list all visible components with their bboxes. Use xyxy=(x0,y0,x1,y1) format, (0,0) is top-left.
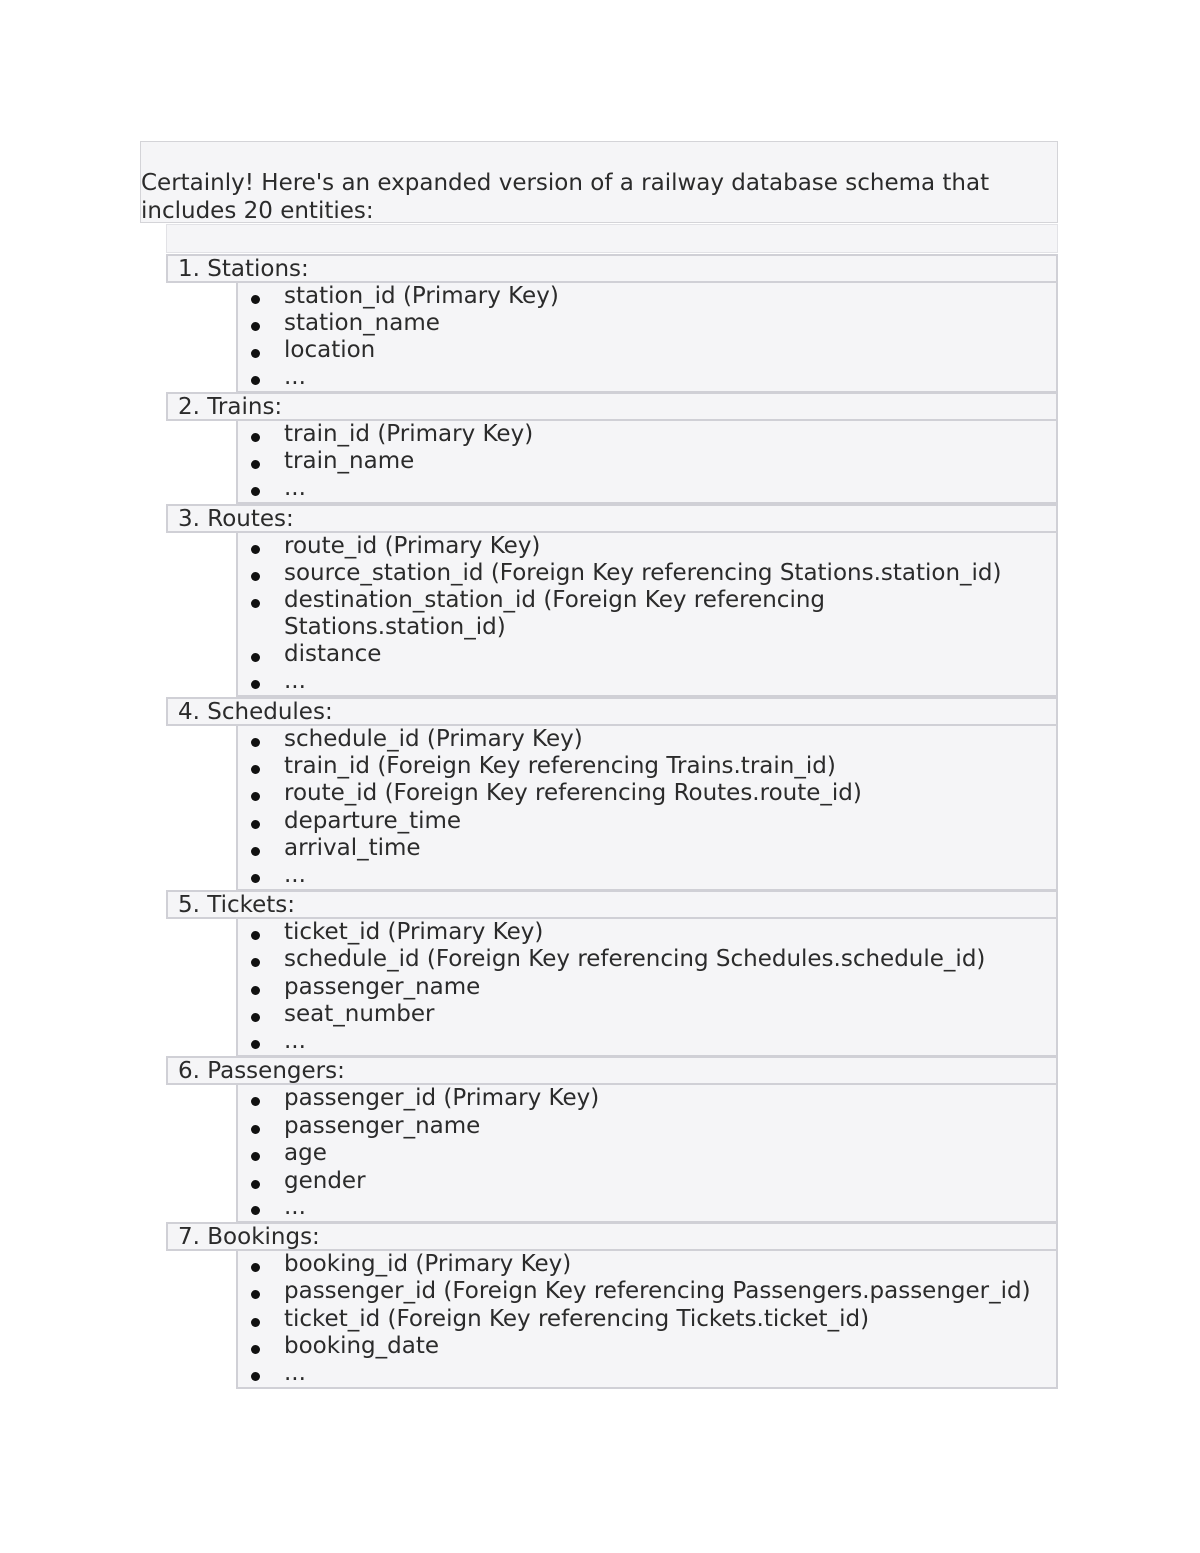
list-item: seat_number xyxy=(238,1003,1058,1030)
bullet-icon xyxy=(251,487,260,496)
attribute-list-passengers xyxy=(236,1085,1058,1223)
bullet-icon xyxy=(251,1125,260,1134)
list-item: ... xyxy=(238,864,1058,891)
bullet-icon xyxy=(251,1290,260,1299)
bullet-icon xyxy=(251,1180,260,1189)
entity-heading-schedules xyxy=(166,697,1058,726)
attribute-list-routes xyxy=(236,533,1058,697)
entity-heading-label: 6. Passengers: xyxy=(178,1058,345,1084)
bullet-icon xyxy=(251,738,260,747)
list-item: station_name xyxy=(238,312,1058,339)
bullet-icon xyxy=(251,1013,260,1022)
bullet-icon xyxy=(251,349,260,358)
bullet-icon xyxy=(251,847,260,856)
list-item: distance xyxy=(238,643,1058,670)
bullet-icon xyxy=(251,874,260,883)
intro-line-2: includes 20 entities: xyxy=(141,198,374,224)
list-item: train_id (Primary Key) xyxy=(238,423,1058,450)
entity-heading-bookings xyxy=(166,1222,1058,1251)
list-item: ... xyxy=(238,1362,1058,1389)
list-item: ... xyxy=(238,477,1058,504)
bullet-icon xyxy=(251,1152,260,1161)
attribute-list-trains xyxy=(236,421,1058,504)
bullet-icon xyxy=(251,322,260,331)
bullet-icon xyxy=(251,545,260,554)
bullet-icon xyxy=(251,792,260,801)
entity-heading-trains xyxy=(166,392,1058,421)
bullet-icon xyxy=(251,986,260,995)
list-item: schedule_id (Foreign Key referencing Schedules.schedule_id) xyxy=(238,948,1058,975)
bullet-icon xyxy=(251,460,260,469)
list-item: age xyxy=(238,1142,1058,1169)
bullet-icon xyxy=(251,1097,260,1106)
bullet-icon xyxy=(251,653,260,662)
intro-paragraph xyxy=(141,169,1041,225)
bullet-icon xyxy=(251,572,260,581)
entity-heading-label: 2. Trains: xyxy=(178,394,283,420)
list-item: destination_station_id (Foreign Key referencing xyxy=(238,589,1058,616)
intro-block xyxy=(140,141,1058,223)
bullet-icon xyxy=(251,1263,260,1272)
list-item: schedule_id (Primary Key) xyxy=(238,728,1058,755)
bullet-icon xyxy=(251,1372,260,1381)
list-item: ... xyxy=(238,1030,1058,1057)
entity-heading-routes xyxy=(166,504,1058,533)
entity-heading-label: 7. Bookings: xyxy=(178,1224,320,1250)
list-item: route_id (Foreign Key referencing Routes.route_id) xyxy=(238,782,1058,809)
entity-heading-tickets xyxy=(166,890,1058,919)
bullet-icon xyxy=(251,931,260,940)
bullet-icon xyxy=(251,599,260,608)
list-item: passenger_name xyxy=(238,1115,1058,1142)
list-item: location xyxy=(238,339,1058,366)
bullet-icon xyxy=(251,820,260,829)
list-item-continuation: Stations.station_id) xyxy=(284,614,506,640)
list-item: train_name xyxy=(238,450,1058,477)
list-item: station_id (Primary Key) xyxy=(238,285,1058,312)
list-item: booking_id (Primary Key) xyxy=(238,1253,1058,1280)
entity-heading-label: 5. Tickets: xyxy=(178,892,296,918)
bullet-icon xyxy=(251,1345,260,1354)
list-item: passenger_id (Foreign Key referencing Passengers.passenger_id) xyxy=(238,1280,1058,1307)
attribute-list-stations xyxy=(236,283,1058,393)
list-item: train_id (Foreign Key referencing Trains.train_id) xyxy=(238,755,1058,782)
list-item: passenger_name xyxy=(238,976,1058,1003)
list-item: departure_time xyxy=(238,810,1058,837)
bullet-icon xyxy=(251,295,260,304)
list-item: source_station_id (Foreign Key referencing Stations.station_id) xyxy=(238,562,1058,589)
bullet-icon xyxy=(251,1040,260,1049)
list-item: ticket_id (Foreign Key referencing Tickets.ticket_id) xyxy=(238,1308,1058,1335)
bullet-icon xyxy=(251,376,260,385)
bullet-icon xyxy=(251,1318,260,1327)
list-item: gender xyxy=(238,1170,1058,1197)
intro-line-1: Certainly! Here's an expanded version of a railway database schema that xyxy=(141,170,990,196)
list-item: ... xyxy=(238,670,1058,697)
list-item: ticket_id (Primary Key) xyxy=(238,921,1058,948)
list-item: route_id (Primary Key) xyxy=(238,535,1058,562)
list-item: ... xyxy=(238,366,1058,393)
entity-heading-label: 1. Stations: xyxy=(178,256,309,282)
spacer-strip xyxy=(166,224,1058,253)
bullet-icon xyxy=(251,680,260,689)
attribute-list-bookings xyxy=(236,1251,1058,1389)
bullet-icon xyxy=(251,1206,260,1215)
list-item: passenger_id (Primary Key) xyxy=(238,1087,1058,1114)
list-item: ... xyxy=(238,1196,1058,1223)
entity-heading-passengers xyxy=(166,1056,1058,1085)
bullet-icon xyxy=(251,433,260,442)
entity-heading-stations xyxy=(166,254,1058,283)
attribute-list-tickets xyxy=(236,919,1058,1057)
list-item: booking_date xyxy=(238,1335,1058,1362)
entity-heading-label: 3. Routes: xyxy=(178,506,294,532)
bullet-icon xyxy=(251,958,260,967)
entity-heading-label: 4. Schedules: xyxy=(178,699,333,725)
attribute-list-schedules xyxy=(236,726,1058,891)
list-item: arrival_time xyxy=(238,837,1058,864)
bullet-icon xyxy=(251,765,260,774)
